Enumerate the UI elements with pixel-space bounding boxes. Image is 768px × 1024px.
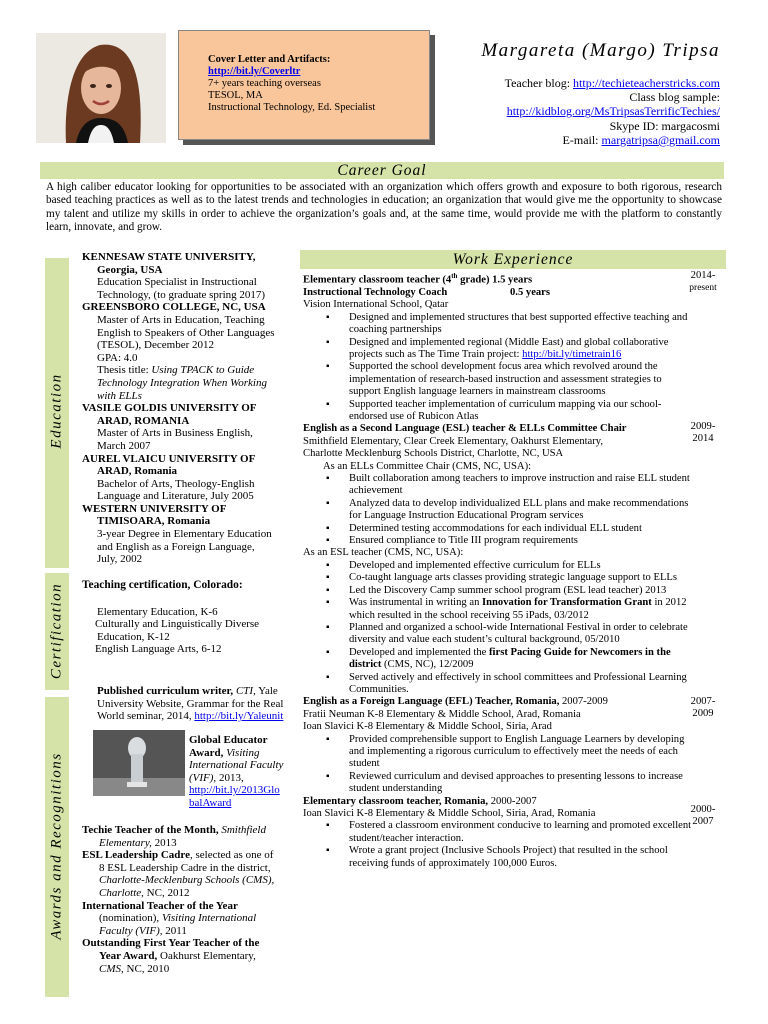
award-year: NC, 2010	[123, 962, 170, 975]
degree-line: July, 2002	[97, 553, 143, 566]
certification-heading: Certification	[48, 582, 65, 680]
thesis-title: Technology Integration When Working	[97, 376, 267, 389]
award-year: NC, 2012	[143, 886, 190, 899]
career-goal-heading: Career Goal	[40, 162, 724, 179]
contact-info	[505, 76, 720, 147]
degree-line: Technology, (to graduate spring 2017)	[97, 288, 266, 301]
job-date-end: 2014	[692, 433, 714, 445]
job-location: Charlotte Mecklenburg Schools District, Charlotte, NC, USA	[303, 448, 564, 460]
job-bullet: ▪ Built collaboration among teachers to improve instruction and raise ELL student achievement	[325, 473, 695, 498]
job-location: Fratii Neuman K-8 Elementary & Middle School, Arad, Romania	[303, 708, 581, 720]
job-bullet	[325, 337, 695, 362]
email-link[interactable]: margatripsa@gmail.com	[601, 132, 720, 147]
job-location: Ioan Slavici K-8 Elementary & Middle School, Siria, Arad	[303, 721, 552, 733]
award-org: International Faculty	[189, 759, 284, 772]
job-entry	[303, 796, 723, 870]
school-name: ARAD, Romania	[97, 465, 178, 478]
job-date-end: 2009	[692, 708, 714, 720]
school-name: GREENSBORO COLLEGE, NC, USA	[82, 301, 266, 314]
job-location: Vision International School, Qatar	[303, 299, 449, 311]
award-year: 2013,	[216, 771, 244, 784]
job-location: Ioan Slavici K-8 Elementary & Middle School, Siria, Arad, Romania	[303, 808, 596, 819]
work-experience-heading: Work Experience	[300, 250, 726, 269]
award-title: International Teacher of the Year	[82, 899, 238, 912]
award-org: Visiting	[226, 746, 260, 759]
award-title: ESL Leadership Cadre	[82, 849, 190, 862]
job-entry	[303, 696, 723, 795]
degree-line: March 2007	[97, 439, 151, 452]
job-bullet: ▪ Analyzed data to develop individualized ELL plans and make recommendations for Language Instruction Educational Program services	[325, 498, 695, 523]
job-dates	[683, 696, 723, 720]
school-name: ARAD, ROMANIA	[97, 414, 190, 427]
job-bullet-bold: Innovation for Transformation Grant	[482, 597, 652, 609]
awards-heading: Awards and Recognitions	[48, 752, 65, 940]
job-location: Smithfield Elementary, Clear Creek Elementary, Oakhurst Elementary,	[303, 435, 604, 447]
award-org: Faculty (VIF),	[99, 924, 163, 937]
job-date-end: present	[689, 283, 717, 293]
yale-unit-link[interactable]: http://bit.ly/Yaleunit	[194, 710, 284, 723]
cover-letter-link[interactable]: http://bit.ly/Coverltr	[208, 66, 301, 77]
degree-line: Master of Arts in Business English,	[97, 427, 253, 440]
award-title: Year Award,	[99, 949, 158, 962]
certification-title: Teaching certification, Colorado:	[82, 579, 243, 591]
award-title: Techie Teacher of the Month,	[82, 824, 222, 836]
job-date-start: 2009-	[690, 421, 716, 433]
cover-line: TESOL, MA	[208, 90, 263, 101]
blog-label: Teacher blog:	[504, 76, 574, 90]
award-org: Smithfield	[221, 824, 266, 836]
job-bullet-text: Was instrumental in writing an	[349, 597, 483, 609]
award-org: Elementary,	[99, 836, 152, 849]
education-heading: Education	[48, 373, 65, 449]
cover-line: 7+ years teaching overseas	[208, 78, 321, 89]
award-photo	[93, 730, 185, 796]
job-bullet: ▪ Planned and organized a school-wide International Festival in order to celebrate diversity and value each student’s cultural background, 05/2010	[325, 622, 695, 647]
certification-item: Culturally and Linguistically Diverse	[95, 618, 260, 631]
award-org: (VIF),	[189, 771, 217, 784]
certification-list	[82, 579, 300, 656]
job-date-start: 2007-	[690, 696, 716, 708]
award-text: Oakhurst Elementary,	[157, 949, 256, 962]
school-name: KENNESAW STATE UNIVERSITY,	[82, 251, 256, 263]
class-blog-label: Class blog sample:	[629, 90, 720, 105]
skype-id: Skype ID: margacosmi	[609, 118, 720, 133]
job-entry	[303, 270, 723, 423]
award-title: Award,	[189, 746, 227, 759]
time-train-link[interactable]: http://bit.ly/timetrain16	[522, 348, 622, 360]
job-bullet: ▪ Designed and implemented structures that best supported effective teaching and coaching partnerships	[325, 312, 695, 337]
award-org: CTI	[235, 685, 254, 697]
award-text: , selected as one of	[190, 849, 274, 862]
degree-line: Bachelor of Arts, Theology-English	[97, 477, 255, 490]
thesis-title: with ELLs	[97, 389, 142, 402]
degree-line: and English as a Foreign Language,	[97, 540, 255, 553]
gpa: GPA: 4.0	[97, 351, 138, 364]
teacher-blog-link[interactable]: http://techieteacherstricks.com	[573, 76, 720, 90]
email-label: E-mail:	[562, 132, 602, 147]
job-bullet: ▪ Developed and implemented effective curriculum for ELLs	[325, 560, 695, 572]
award-text: (nomination),	[99, 912, 162, 925]
job-dates	[683, 421, 723, 445]
certification-item: Elementary Education, K-6	[97, 605, 218, 618]
school-name: AUREL VLAICU UNIVERSITY OF	[82, 452, 256, 465]
job-title-sup: th	[451, 272, 458, 280]
award-org: Charlotte-Mecklenburg Schools (CMS),	[99, 874, 275, 887]
job-role: As an ESL teacher (CMS, NC, USA):	[303, 547, 464, 559]
job-bullet: ▪ Co-taught language arts classes providing strategic language support to ELLs	[325, 572, 695, 584]
job-role: As an ELLs Committee Chair (CMS, NC, USA):	[323, 460, 532, 472]
awards-list	[82, 685, 300, 723]
global-educator-award	[189, 734, 301, 810]
job-bullet: ▪ Fostered a classroom environment conducive to learning and promoted excellent student/teacher interaction.	[325, 820, 695, 845]
degree-line: 3-year Degree in Elementary Education	[97, 528, 272, 541]
candidate-name: Margareta (Margo) Tripsa	[481, 40, 720, 61]
job-bullet: ▪ Wrote a grant project (Inclusive Schools Project) that resulted in the school receiving funds of approximately 100,000 Euros.	[325, 845, 695, 870]
cover-line: Instructional Technology, Ed. Specialist	[208, 102, 376, 113]
job-entry	[303, 423, 723, 696]
job-title: Instructional Technology Coach	[303, 286, 448, 298]
thesis-title: Using TPACK to Guide	[151, 364, 255, 377]
job-bullet: ▪ Provided comprehensible support to English Language Learners by developing and implementing a rigorous curriculum to effectively meet the needs of each student	[325, 734, 695, 771]
education-list	[82, 251, 300, 566]
job-bullet: ▪ Led the Discovery Camp summer school program (ESL lead teacher) 2013	[325, 585, 695, 597]
job-date-start: 2014-	[690, 270, 716, 281]
job-bullet-text: Designed and implemented regional (Middle East) and global collaborative projects such as The Time Train project:	[349, 336, 669, 360]
job-bullet: ▪ Supported the school development focus area which revolved around the implementation of research-based instruction and assessment strategies to support English language learners in mainstream classrooms	[325, 361, 695, 398]
career-goal-text: A high caliber educator looking for opportunities to be associated with an organization which offers growth and exposure to both rigorous, research based teaching practices as well as to the latest trends and technologies in education; an organization that would give me the opportunity to showcase my talent and utilize my skills in order to achieve the organization’s goals and, at the same time, would provide me with the platform to constantly learn, innovate, and grow.	[46, 181, 722, 233]
job-dates	[683, 270, 723, 294]
class-blog-link[interactable]: http://kidblog.org/MsTripsasTerrificTechies/	[506, 104, 720, 119]
job-years: 2000-2007	[488, 795, 537, 807]
job-bullet	[325, 597, 695, 622]
job-bullet-text: (CMS, NC), 12/2009	[381, 659, 474, 671]
job-title: English as a Second Language (ESL) teacher & ELLs Committee Chair	[303, 423, 627, 435]
job-title: Elementary classroom teacher (4	[303, 274, 452, 286]
award-text: , Yale	[253, 685, 278, 697]
award-title: Published curriculum writer,	[97, 685, 236, 697]
certification-item: English Language Arts, 6-12	[95, 643, 222, 656]
school-name: WESTERN UNIVERSITY OF	[82, 502, 227, 515]
award-text: 8 ESL Leadership Cadre in the district,	[99, 861, 271, 874]
degree-line: English to Speakers of Other Languages	[97, 326, 275, 339]
award-year: 2013	[151, 836, 177, 849]
school-name: TIMISOARA, Romania	[97, 515, 211, 528]
thesis-label: Thesis title:	[97, 364, 152, 377]
award-text: University Website, Grammar for the Real	[97, 697, 284, 710]
job-duration: 0.5 years	[510, 286, 551, 298]
degree-line: Master of Arts in Education, Teaching	[97, 313, 265, 326]
certification-item: Education, K-12	[97, 630, 170, 643]
award-org: CMS,	[99, 962, 124, 975]
degree-line: Language and Literature, July 2005	[97, 490, 254, 503]
award-title: Global Educator	[189, 734, 268, 746]
job-bullet-bold: first Pacing Guide for Newcomers in the district	[349, 646, 671, 671]
global-award-link[interactable]: balAward	[189, 796, 232, 809]
profile-photo	[36, 33, 166, 143]
awards-list-2	[82, 824, 300, 975]
global-award-link[interactable]: http://bit.ly/2013Glo	[189, 784, 280, 797]
school-name: VASILE GOLDIS UNIVERSITY OF	[82, 402, 257, 415]
job-bullet: ▪ Supported teacher implementation of curriculum mapping via our school-endorsed use of Rubicon Atlas	[325, 399, 695, 424]
job-date-end: 2007	[692, 815, 714, 827]
job-title: Elementary classroom teacher, Romania,	[303, 795, 489, 807]
work-experience	[303, 270, 723, 870]
cover-title: Cover Letter and Artifacts:	[208, 54, 331, 65]
award-title: Outstanding First Year Teacher of the	[82, 937, 260, 950]
job-bullet: ▪ Determined testing accommodations for each individual ELL student	[325, 523, 695, 535]
job-bullet: ▪ Served actively and effectively in school committees and Professional Learning Communities.	[325, 672, 695, 697]
award-text: World seminar, 2014,	[97, 710, 195, 723]
job-bullet-text: Developed and implemented the	[349, 646, 490, 658]
job-bullet	[325, 647, 695, 672]
job-title: grade) 1.5 years	[457, 274, 533, 286]
degree-line: Education Specialist in Instructional	[97, 276, 257, 289]
job-bullet-text: in 2012 which resulted in the school receiving 55 iPads, 03/2012	[349, 597, 687, 621]
award-org: Visiting International	[161, 912, 257, 925]
award-org: Charlotte,	[99, 886, 144, 899]
job-years: 2007-2009	[559, 696, 608, 708]
job-bullet: ▪ Ensured compliance to Title III program requirements	[325, 535, 695, 547]
job-bullet: ▪ Reviewed curriculum and devised approaches to presenting lessons to increase student understanding	[325, 771, 695, 796]
award-year: 2011	[162, 924, 187, 937]
job-title: English as a Foreign Language (EFL) Teacher, Romania,	[303, 696, 560, 708]
job-date-start: 2000-	[690, 803, 716, 815]
school-location: Georgia, USA	[97, 263, 163, 276]
cover-letter-box	[178, 30, 430, 140]
degree-line: (TESOL), December 2012	[97, 339, 214, 352]
